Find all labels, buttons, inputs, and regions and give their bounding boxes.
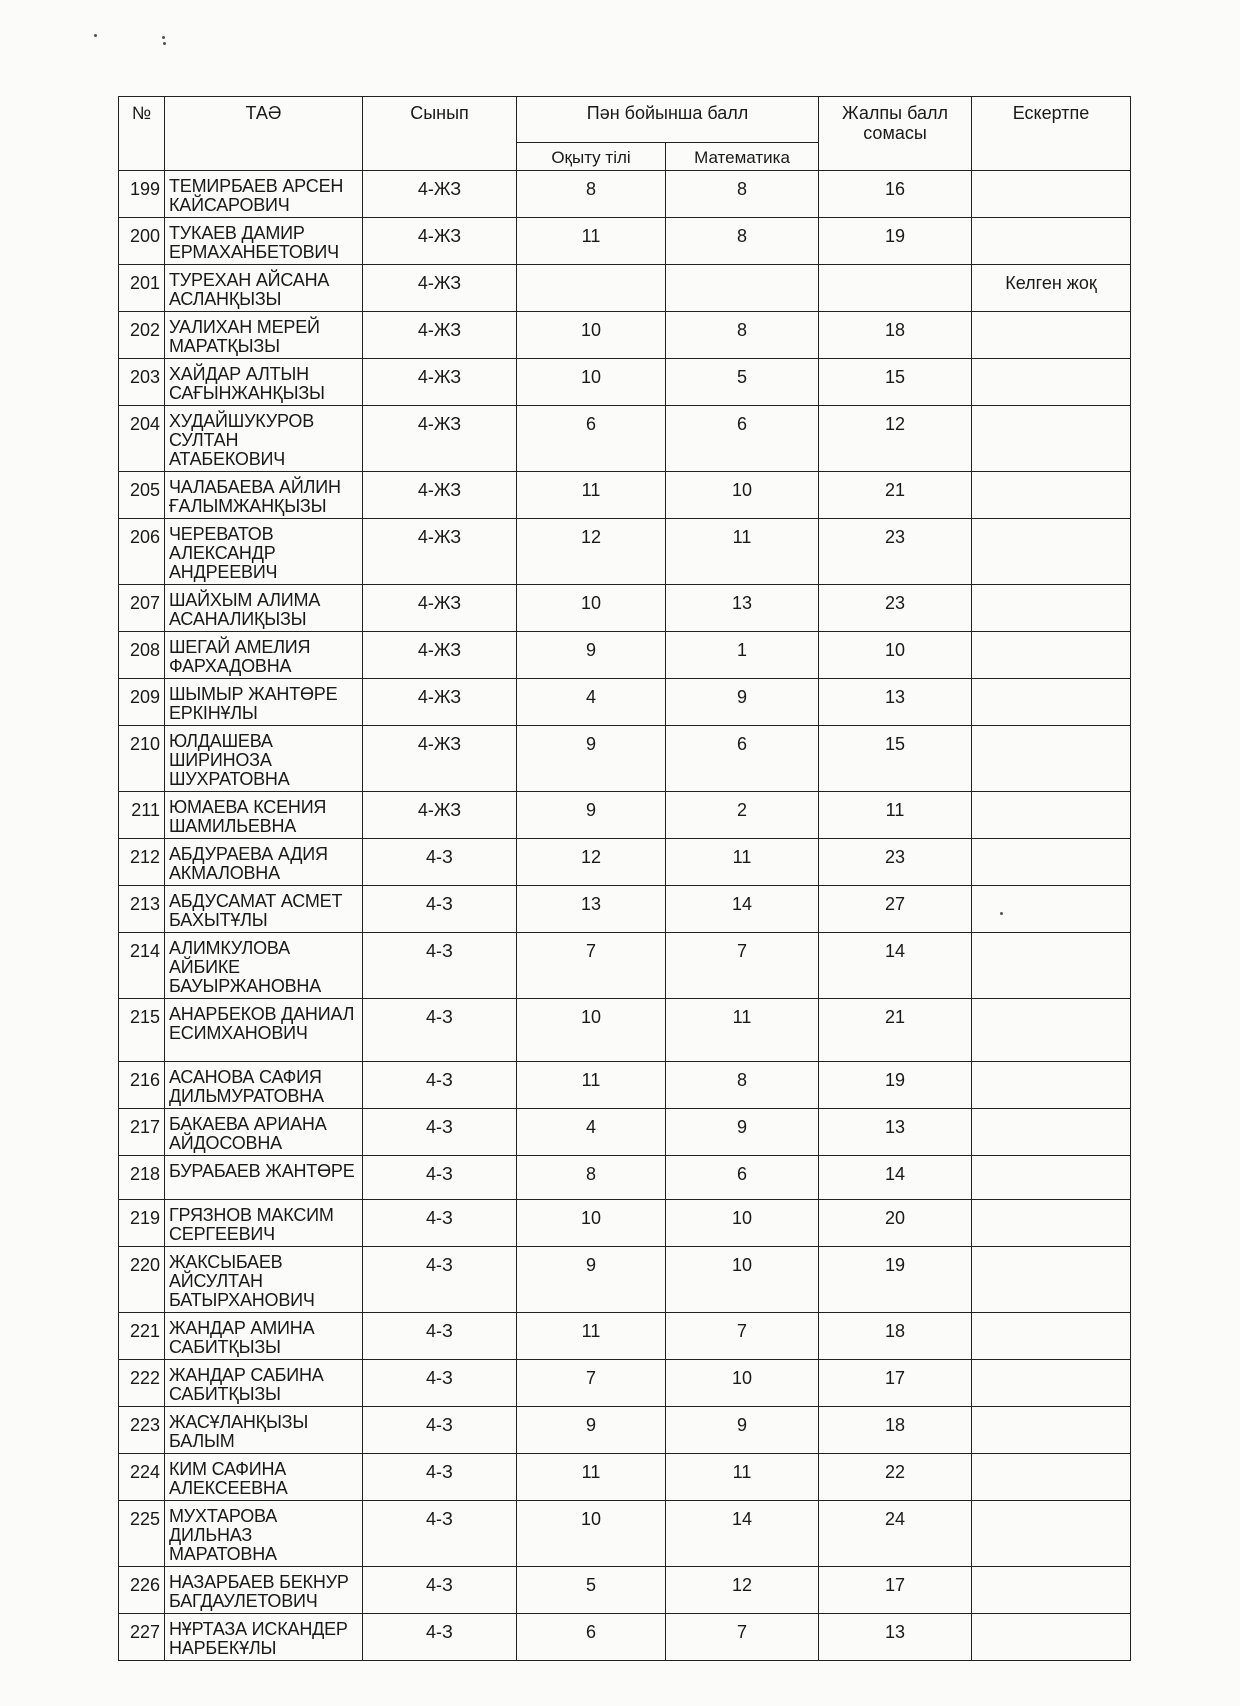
cell-name: ТЕМИРБАЕВ АРСЕН КАЙСАРОВИЧ	[165, 171, 363, 218]
table-row	[119, 839, 1131, 886]
cell-number: 213	[119, 886, 165, 933]
table-row	[119, 1062, 1131, 1109]
cell-total-score: 24	[819, 1501, 972, 1567]
cell-language-score: 4	[517, 679, 666, 726]
cell-language-score: 9	[517, 1407, 666, 1454]
cell-class: 4-З	[363, 1407, 517, 1454]
cell-note	[972, 632, 1131, 679]
cell-number: 216	[119, 1062, 165, 1109]
cell-number: 208	[119, 632, 165, 679]
header-name: ТАӘ	[165, 97, 363, 171]
cell-name: ШЕГАЙ АМЕЛИЯ ФАРХАДОВНА	[165, 632, 363, 679]
cell-note	[972, 1200, 1131, 1247]
cell-name: МУХТАРОВА ДИЛЬНАЗ МАРАТОВНА	[165, 1501, 363, 1567]
table-row	[119, 1247, 1131, 1313]
cell-class: 4-З	[363, 1156, 517, 1200]
cell-note	[972, 1313, 1131, 1360]
cell-name: КИМ САФИНА АЛЕКСЕЕВНА	[165, 1454, 363, 1501]
cell-number: 204	[119, 406, 165, 472]
cell-language-score: 11	[517, 1062, 666, 1109]
header-class: Сынып	[363, 97, 517, 171]
cell-total-score: 23	[819, 585, 972, 632]
cell-math-score: 8	[666, 1062, 819, 1109]
cell-math-score: 9	[666, 679, 819, 726]
table-row	[119, 472, 1131, 519]
cell-language-score: 9	[517, 1247, 666, 1313]
cell-name: ЖАКСЫБАЕВ АЙСУЛТАН БАТЫРХАНОВИЧ	[165, 1247, 363, 1313]
cell-math-score: 10	[666, 1360, 819, 1407]
cell-language-score: 11	[517, 218, 666, 265]
results-rows	[119, 171, 1131, 1661]
cell-total-score: 14	[819, 1156, 972, 1200]
cell-note	[972, 218, 1131, 265]
cell-total-score: 15	[819, 359, 972, 406]
cell-language-score: 10	[517, 1200, 666, 1247]
cell-class: 4-ЖЗ	[363, 679, 517, 726]
table-row	[119, 726, 1131, 792]
cell-total-score: 21	[819, 472, 972, 519]
cell-note	[972, 1360, 1131, 1407]
cell-math-score: 8	[666, 218, 819, 265]
cell-math-score: 7	[666, 933, 819, 999]
cell-math-score: 7	[666, 1614, 819, 1661]
cell-number: 225	[119, 1501, 165, 1567]
cell-language-score: 5	[517, 1567, 666, 1614]
table-row	[119, 359, 1131, 406]
cell-note	[972, 886, 1131, 933]
cell-number: 226	[119, 1567, 165, 1614]
cell-total-score: 20	[819, 1200, 972, 1247]
table-row	[119, 1156, 1131, 1200]
cell-number: 217	[119, 1109, 165, 1156]
cell-note	[972, 679, 1131, 726]
cell-total-score: 23	[819, 519, 972, 585]
table-row	[119, 1407, 1131, 1454]
cell-name: ШЫМЫР ЖАНТӨРЕ ЕРКІНҰЛЫ	[165, 679, 363, 726]
table-row	[119, 171, 1131, 218]
cell-total-score: 18	[819, 312, 972, 359]
header-math: Математика	[666, 143, 819, 171]
table-row	[119, 679, 1131, 726]
cell-language-score: 9	[517, 632, 666, 679]
cell-math-score: 10	[666, 472, 819, 519]
cell-language-score: 13	[517, 886, 666, 933]
table-row	[119, 886, 1131, 933]
cell-total-score: 21	[819, 999, 972, 1062]
cell-class: 4-ЖЗ	[363, 218, 517, 265]
cell-math-score: 14	[666, 886, 819, 933]
cell-number: 221	[119, 1313, 165, 1360]
cell-language-score: 8	[517, 171, 666, 218]
scan-speck	[162, 36, 165, 39]
cell-note	[972, 1454, 1131, 1501]
cell-note	[972, 726, 1131, 792]
table-row	[119, 999, 1131, 1062]
cell-math-score: 10	[666, 1247, 819, 1313]
cell-name: ХУДАЙШУКУРОВ СУЛТАН АТАБЕКОВИЧ	[165, 406, 363, 472]
cell-total-score: 19	[819, 1247, 972, 1313]
cell-name: ШАЙХЫМ АЛИМА АСАНАЛИҚЫЗЫ	[165, 585, 363, 632]
cell-number: 212	[119, 839, 165, 886]
cell-language-score: 9	[517, 792, 666, 839]
table-row	[119, 1614, 1131, 1661]
cell-total-score: 17	[819, 1360, 972, 1407]
cell-language-score: 10	[517, 312, 666, 359]
table-row	[119, 218, 1131, 265]
cell-total-score: 12	[819, 406, 972, 472]
table-row	[119, 585, 1131, 632]
cell-class: 4-З	[363, 839, 517, 886]
cell-note	[972, 359, 1131, 406]
cell-math-score: 9	[666, 1407, 819, 1454]
cell-math-score: 9	[666, 1109, 819, 1156]
cell-class: 4-З	[363, 1313, 517, 1360]
cell-math-score: 11	[666, 519, 819, 585]
cell-name: АБДУРАЕВА АДИЯ АКМАЛОВНА	[165, 839, 363, 886]
cell-name: ЧАЛАБАЕВА АЙЛИН ҒАЛЫМЖАНҚЫЗЫ	[165, 472, 363, 519]
cell-language-score: 11	[517, 1313, 666, 1360]
results-table	[118, 96, 1131, 1661]
cell-number: 214	[119, 933, 165, 999]
cell-note	[972, 1156, 1131, 1200]
table-row	[119, 519, 1131, 585]
cell-language-score: 11	[517, 1454, 666, 1501]
cell-total-score: 10	[819, 632, 972, 679]
cell-name: ГРЯЗНОВ МАКСИМ СЕРГЕЕВИЧ	[165, 1200, 363, 1247]
cell-class: 4-З	[363, 1501, 517, 1567]
cell-total-score: 11	[819, 792, 972, 839]
cell-class: 4-ЖЗ	[363, 472, 517, 519]
cell-language-score: 10	[517, 359, 666, 406]
cell-name: ЮЛДАШЕВА ШИРИНОЗА ШУХРАТОВНА	[165, 726, 363, 792]
cell-language-score: 10	[517, 585, 666, 632]
cell-language-score: 7	[517, 933, 666, 999]
cell-name: АЛИМКУЛОВА АЙБИКЕ БАУЫРЖАНОВНА	[165, 933, 363, 999]
cell-number: 209	[119, 679, 165, 726]
cell-math-score: 5	[666, 359, 819, 406]
cell-math-score: 11	[666, 839, 819, 886]
cell-class: 4-З	[363, 1614, 517, 1661]
cell-name: ЖАНДАР АМИНА САБИТҚЫЗЫ	[165, 1313, 363, 1360]
cell-name: ЧЕРЕВАТОВ АЛЕКСАНДР АНДРЕЕВИЧ	[165, 519, 363, 585]
cell-name: ЮМАЕВА КСЕНИЯ ШАМИЛЬЕВНА	[165, 792, 363, 839]
table-row	[119, 1313, 1131, 1360]
table-row	[119, 1501, 1131, 1567]
cell-math-score: 13	[666, 585, 819, 632]
cell-note	[972, 472, 1131, 519]
table-row	[119, 1200, 1131, 1247]
cell-math-score: 12	[666, 1567, 819, 1614]
cell-name: АСАНОВА САФИЯ ДИЛЬМУРАТОВНА	[165, 1062, 363, 1109]
cell-total-score: 15	[819, 726, 972, 792]
cell-note	[972, 933, 1131, 999]
cell-note: Келген жоқ	[972, 265, 1131, 312]
scan-speck	[94, 34, 97, 37]
table-row	[119, 406, 1131, 472]
cell-class: 4-ЖЗ	[363, 726, 517, 792]
cell-total-score: 16	[819, 171, 972, 218]
header-note: Ескертпе	[972, 97, 1131, 171]
cell-math-score: 8	[666, 171, 819, 218]
cell-math-score: 14	[666, 1501, 819, 1567]
cell-number: 201	[119, 265, 165, 312]
cell-note	[972, 1247, 1131, 1313]
scan-speck	[163, 42, 166, 45]
cell-class: 4-ЖЗ	[363, 265, 517, 312]
table-row	[119, 312, 1131, 359]
cell-language-score: 6	[517, 406, 666, 472]
cell-math-score: 11	[666, 999, 819, 1062]
cell-note	[972, 999, 1131, 1062]
cell-language-score: 10	[517, 999, 666, 1062]
cell-note	[972, 171, 1131, 218]
cell-language-score: 8	[517, 1156, 666, 1200]
cell-number: 205	[119, 472, 165, 519]
cell-number: 199	[119, 171, 165, 218]
cell-name: ХАЙДАР АЛТЫН САҒЫНЖАНҚЫЗЫ	[165, 359, 363, 406]
cell-math-score: 10	[666, 1200, 819, 1247]
cell-name: БУРАБАЕВ ЖАНТӨРЕ	[165, 1156, 363, 1200]
cell-math-score	[666, 265, 819, 312]
cell-total-score: 19	[819, 1062, 972, 1109]
cell-note	[972, 312, 1131, 359]
cell-math-score: 11	[666, 1454, 819, 1501]
cell-note	[972, 585, 1131, 632]
cell-total-score: 27	[819, 886, 972, 933]
table-row	[119, 933, 1131, 999]
cell-total-score: 22	[819, 1454, 972, 1501]
cell-language-score	[517, 265, 666, 312]
cell-number: 211	[119, 792, 165, 839]
cell-number: 207	[119, 585, 165, 632]
cell-class: 4-З	[363, 1567, 517, 1614]
table-row	[119, 1109, 1131, 1156]
cell-name: ЖАСҰЛАНҚЫЗЫ БАЛЫМ	[165, 1407, 363, 1454]
cell-class: 4-ЖЗ	[363, 792, 517, 839]
cell-math-score: 8	[666, 312, 819, 359]
cell-language-score: 11	[517, 472, 666, 519]
cell-math-score: 6	[666, 406, 819, 472]
cell-class: 4-З	[363, 1109, 517, 1156]
cell-language-score: 10	[517, 1501, 666, 1567]
cell-number: 215	[119, 999, 165, 1062]
table-row	[119, 1454, 1131, 1501]
table-row	[119, 1360, 1131, 1407]
cell-number: 202	[119, 312, 165, 359]
table-row	[119, 792, 1131, 839]
cell-class: 4-ЖЗ	[363, 359, 517, 406]
cell-name: ТУРЕХАН АЙСАНА АСЛАНҚЫЗЫ	[165, 265, 363, 312]
cell-total-score: 18	[819, 1313, 972, 1360]
cell-number: 210	[119, 726, 165, 792]
cell-note	[972, 1109, 1131, 1156]
cell-number: 222	[119, 1360, 165, 1407]
cell-number: 219	[119, 1200, 165, 1247]
cell-number: 227	[119, 1614, 165, 1661]
cell-name: БАКАЕВА АРИАНА АЙДОСОВНА	[165, 1109, 363, 1156]
cell-name: АНАРБЕКОВ ДАНИАЛ ЕСИМХАНОВИЧ	[165, 999, 363, 1062]
cell-number: 200	[119, 218, 165, 265]
cell-name: НАЗАРБАЕВ БЕКНУР БАГДАУЛЕТОВИЧ	[165, 1567, 363, 1614]
cell-class: 4-ЖЗ	[363, 585, 517, 632]
cell-number: 203	[119, 359, 165, 406]
cell-class: 4-З	[363, 1454, 517, 1501]
cell-total-score	[819, 265, 972, 312]
cell-note	[972, 519, 1131, 585]
cell-note	[972, 792, 1131, 839]
cell-total-score: 23	[819, 839, 972, 886]
table-row	[119, 265, 1131, 312]
cell-math-score: 1	[666, 632, 819, 679]
cell-language-score: 7	[517, 1360, 666, 1407]
cell-language-score: 12	[517, 839, 666, 886]
cell-name: АБДУСАМАТ АСМЕТ БАХЫТҰЛЫ	[165, 886, 363, 933]
cell-number: 218	[119, 1156, 165, 1200]
cell-note	[972, 1062, 1131, 1109]
cell-note	[972, 406, 1131, 472]
cell-class: 4-З	[363, 999, 517, 1062]
cell-number: 224	[119, 1454, 165, 1501]
cell-language-score: 12	[517, 519, 666, 585]
cell-note	[972, 1567, 1131, 1614]
cell-total-score: 18	[819, 1407, 972, 1454]
cell-class: 4-ЖЗ	[363, 519, 517, 585]
cell-total-score: 14	[819, 933, 972, 999]
cell-name: УАЛИХАН МЕРЕЙ МАРАТҚЫЗЫ	[165, 312, 363, 359]
cell-math-score: 6	[666, 726, 819, 792]
header-subject-score: Пән бойынша балл	[517, 97, 819, 143]
cell-note	[972, 1501, 1131, 1567]
cell-class: 4-З	[363, 933, 517, 999]
cell-note	[972, 839, 1131, 886]
cell-note	[972, 1407, 1131, 1454]
cell-class: 4-ЖЗ	[363, 171, 517, 218]
cell-total-score: 17	[819, 1567, 972, 1614]
cell-total-score: 13	[819, 679, 972, 726]
header-total-score: Жалпы балл сомасы	[819, 97, 972, 171]
cell-class: 4-З	[363, 1360, 517, 1407]
cell-class: 4-З	[363, 1200, 517, 1247]
cell-number: 206	[119, 519, 165, 585]
cell-number: 223	[119, 1407, 165, 1454]
cell-total-score: 13	[819, 1614, 972, 1661]
cell-math-score: 6	[666, 1156, 819, 1200]
header-number: №	[119, 97, 165, 171]
cell-language-score: 4	[517, 1109, 666, 1156]
cell-total-score: 19	[819, 218, 972, 265]
cell-class: 4-З	[363, 886, 517, 933]
cell-name: ЖАНДАР САБИНА САБИТҚЫЗЫ	[165, 1360, 363, 1407]
cell-note	[972, 1614, 1131, 1661]
cell-total-score: 13	[819, 1109, 972, 1156]
cell-language-score: 6	[517, 1614, 666, 1661]
cell-class: 4-З	[363, 1062, 517, 1109]
cell-math-score: 7	[666, 1313, 819, 1360]
cell-class: 4-ЖЗ	[363, 312, 517, 359]
cell-class: 4-ЖЗ	[363, 406, 517, 472]
cell-math-score: 2	[666, 792, 819, 839]
header-language: Оқыту тілі	[517, 143, 666, 171]
cell-class: 4-З	[363, 1247, 517, 1313]
table-row	[119, 1567, 1131, 1614]
table-row	[119, 632, 1131, 679]
cell-number: 220	[119, 1247, 165, 1313]
cell-name: НҰРТАЗА ИСКАНДЕР НАРБЕКҰЛЫ	[165, 1614, 363, 1661]
cell-language-score: 9	[517, 726, 666, 792]
cell-class: 4-ЖЗ	[363, 632, 517, 679]
cell-name: ТУКАЕВ ДАМИР ЕРМАХАНБЕТОВИЧ	[165, 218, 363, 265]
